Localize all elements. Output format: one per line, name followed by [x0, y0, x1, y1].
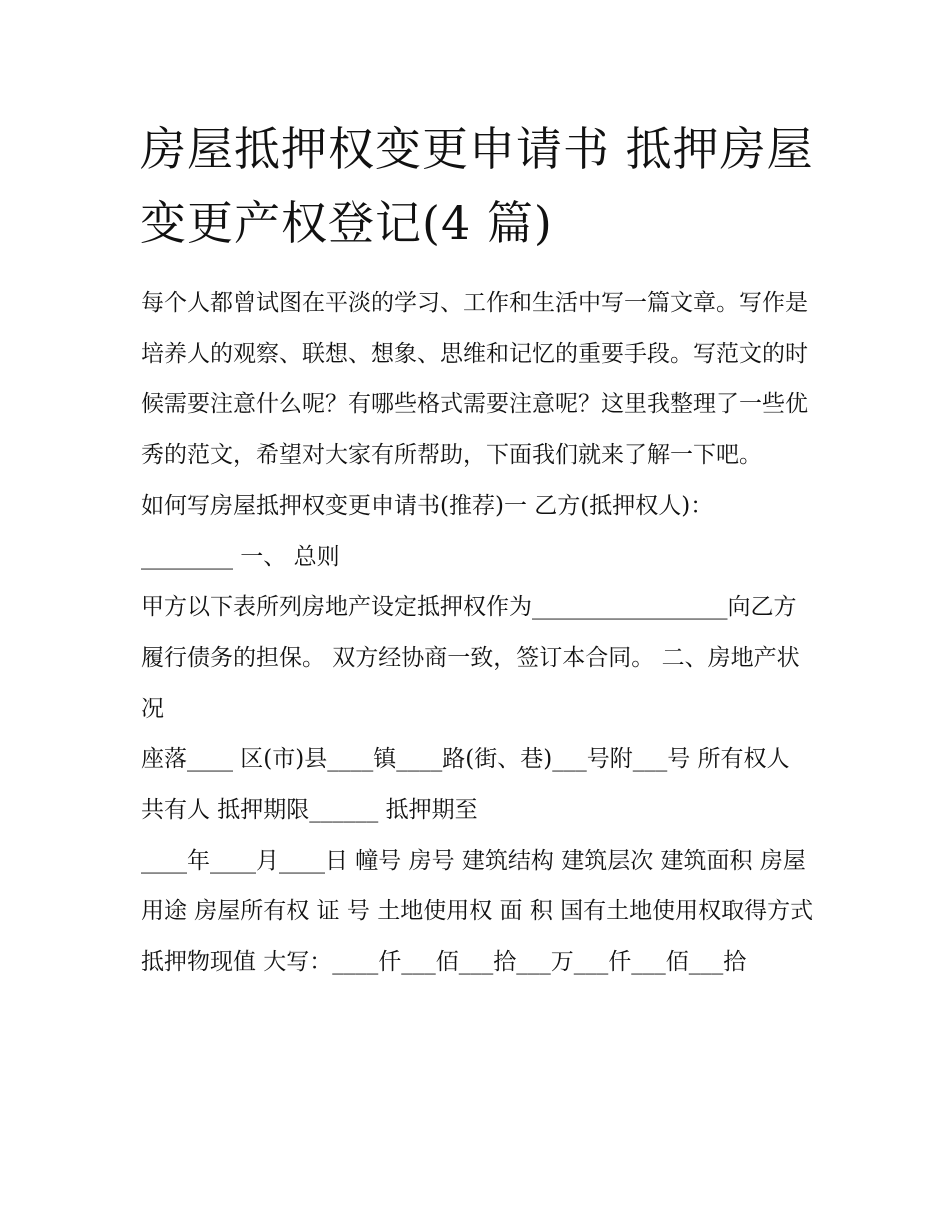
- guarantee-paragraph: 甲方以下表所列房地产设定抵押权作为_________________向乙方履行债务的担保。 双方经协商一致，签订本合同。 二、房地产状况: [141, 594, 800, 722]
- location-paragraph: 座落____ 区(市)县____镇____路(街、巷)___号附___号 所有权人 共有人 抵押期限______ 抵押期至: [141, 746, 797, 824]
- document-title: 房屋抵押权变更申请书 抵押房屋变更产权登记(4 篇): [140, 122, 814, 250]
- current-value-paragraph: 抵押物现值 大写：____仟___佰___拾___万___仟___佰___拾: [141, 949, 747, 976]
- document-body: [141, 278, 816, 988]
- general-provisions-line: ________ 一、 总则: [141, 543, 340, 570]
- section-heading-paragraph: 如何写房屋抵押权变更申请书(推荐)一 乙方(抵押权人)：: [141, 492, 714, 519]
- intro-paragraph: 每个人都曾试图在平淡的学习、工作和生活中写一篇文章。写作是培养人的观察、联想、想象、思维和记忆的重要手段。写范文的时候需要注意什么呢？有哪些格式需要注意呢？这里我整理了一些优秀的范文，希望对大家有所帮助，下面我们就来了解一下吧。: [141, 290, 808, 469]
- property-details-paragraph: ____年____月____日 幢号 房号 建筑结构 建筑层次 建筑面积 房屋用途 房屋所有权 证 号 土地使用权 面 积 国有土地使用权取得方式: [141, 847, 814, 925]
